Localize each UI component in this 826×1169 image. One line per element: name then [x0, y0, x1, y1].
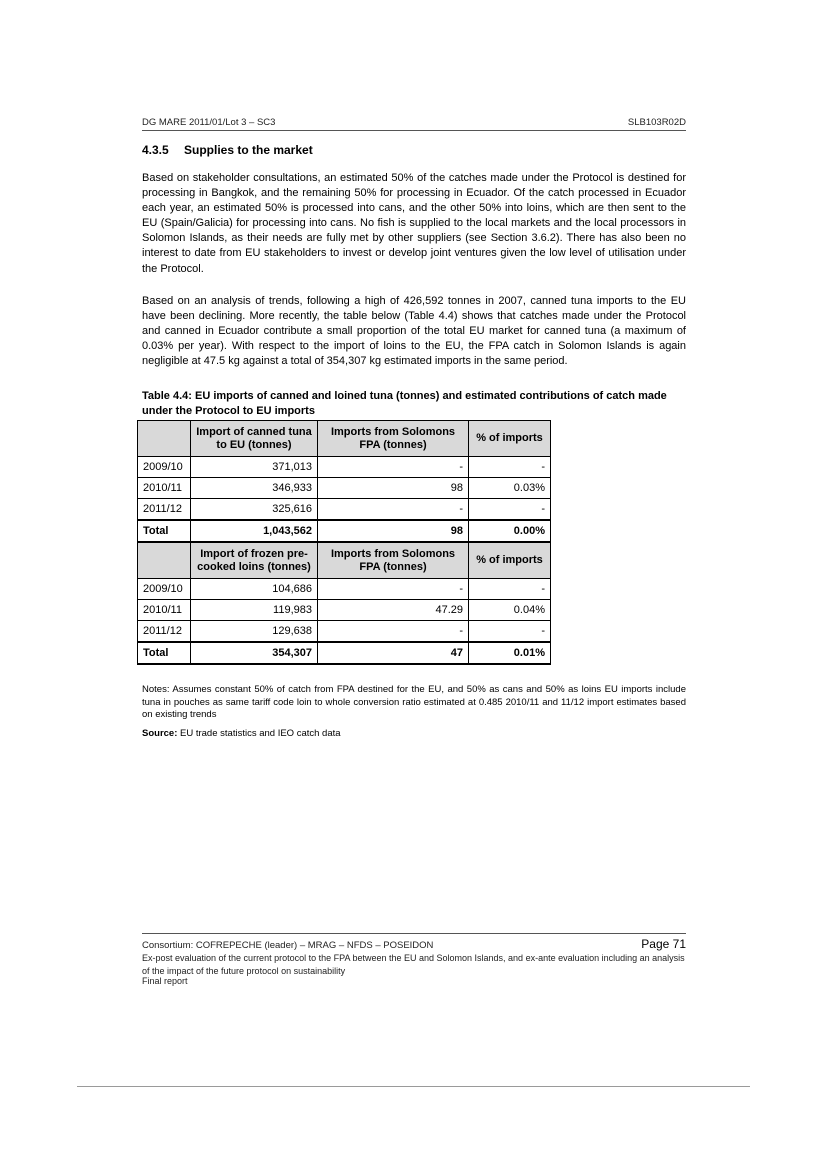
table-notes: Notes: Assumes constant 50% of catch from FPA destined for the EU, and 50% as cans and 50% as loins EU imports include tuna in pouches as same tariff code loin to whole conversion ratio estimated at 0.485 2010/11 and 11/12 import estimates based on existing trends	[142, 684, 686, 721]
section-title: Supplies to the market	[184, 143, 313, 157]
table-row	[138, 478, 551, 499]
header-cell: % of imports	[469, 542, 551, 579]
total-cell: 98	[318, 520, 469, 542]
source-text: EU trade statistics and IEO catch data	[177, 728, 341, 739]
value-cell: 325,616	[191, 499, 318, 521]
table-caption: Table 4.4: EU imports of canned and loined tuna (tonnes) and estimated contributions of catch made under the Protocol to EU imports	[142, 390, 667, 417]
header-cell	[138, 542, 191, 579]
table-row	[138, 457, 551, 478]
paragraph-1: Based on stakeholder consultations, an estimated 50% of the catches made under the Protocol is destined for processing in Bangkok, and the remaining 50% for processing in Ecuador. Of the catch processed in Ecuador each year, an estimated 50% is processed into cans, and the other 50% into loins, which are then sent to the EU (Spain/Galicia) for processing into cans. No fish is supplied to the local markets and the local processors in Solomon Islands, as their needs are fully met by other suppliers (see Section 3.6.2). There has also been no interest to date from EU stakeholders to invest or develop joint ventures given the low level of utilisation under the Protocol.	[142, 172, 686, 275]
value-cell: -	[318, 499, 469, 521]
header-cell	[138, 421, 191, 457]
year-cell: 2009/10	[138, 457, 191, 478]
table-total-row	[138, 520, 551, 542]
paragraph-2: Based on an analysis of trends, following a high of 426,592 tonnes in 2007, canned tuna imports to the EU have been declining. More recently, the table below (Table 4.4) shows that catches made under the Protocol and canned in Ecuador contribute a small proportion of the total EU market for canned tuna (a maximum of 0.03% per year). With respect to the import of loins to the EU, the FPA catch in Solomon Islands is again negligible at 47.5 kg against a total of 354,307 kg estimated imports in the same period.	[142, 295, 686, 368]
table-row	[138, 499, 551, 521]
table-source	[142, 728, 341, 739]
header-cell: Import of canned tuna to EU (tonnes)	[191, 421, 318, 457]
value-cell: -	[469, 499, 551, 521]
total-cell: 354,307	[191, 642, 318, 664]
table-row	[138, 579, 551, 600]
value-cell: -	[318, 457, 469, 478]
source-label: Source:	[142, 728, 178, 739]
year-cell: 2011/12	[138, 499, 191, 521]
header-cell: Imports from Solomons FPA (tonnes)	[318, 421, 469, 457]
footer-description: Ex-post evaluation of the current protocol to the FPA between the EU and Solomon Islands, and ex-ante evaluation including an analysis of the impact of the future protocol on sustainability	[142, 953, 685, 976]
year-cell: 2009/10	[138, 579, 191, 600]
header-right: SLB103R02D	[627, 117, 686, 128]
total-label: Total	[138, 520, 191, 542]
header-cell: % of imports	[469, 421, 551, 457]
footer-line	[142, 937, 686, 951]
value-cell: 0.04%	[469, 600, 551, 621]
value-cell: -	[469, 579, 551, 600]
value-cell: -	[469, 457, 551, 478]
header-cell: Import of frozen pre-cooked loins (tonnes)	[191, 542, 318, 579]
total-cell: 0.00%	[469, 520, 551, 542]
total-cell: 0.01%	[469, 642, 551, 664]
value-cell: -	[469, 621, 551, 643]
footer-report: Final report	[142, 976, 188, 986]
header-left: DG MARE 2011/01/Lot 3 – SC3	[142, 117, 276, 128]
year-cell: 2010/11	[138, 600, 191, 621]
value-cell: 119,983	[191, 600, 318, 621]
total-cell: 47	[318, 642, 469, 664]
value-cell: 104,686	[191, 579, 318, 600]
year-cell: 2011/12	[138, 621, 191, 643]
page-header	[142, 117, 686, 128]
footer-consortium: Consortium: COFREPECHE (leader) – MRAG – NFDS – POSEIDON	[142, 940, 434, 951]
footer-rule	[142, 933, 686, 934]
table-row	[138, 600, 551, 621]
value-cell: 346,933	[191, 478, 318, 499]
total-label: Total	[138, 642, 191, 664]
value-cell: 0.03%	[469, 478, 551, 499]
section-number: 4.3.5	[142, 143, 169, 157]
total-cell: 1,043,562	[191, 520, 318, 542]
table-header-row	[138, 542, 551, 579]
value-cell: 98	[318, 478, 469, 499]
year-cell: 2010/11	[138, 478, 191, 499]
header-rule	[142, 130, 686, 131]
page-number: Page 71	[641, 937, 686, 951]
table-total-row	[138, 642, 551, 664]
value-cell: -	[318, 579, 469, 600]
table-header-row	[138, 421, 551, 457]
table-row	[138, 621, 551, 643]
header-cell: Imports from Solomons FPA (tonnes)	[318, 542, 469, 579]
imports-table	[137, 420, 551, 665]
value-cell: 129,638	[191, 621, 318, 643]
value-cell: 47.29	[318, 600, 469, 621]
value-cell: -	[318, 621, 469, 643]
section-heading	[142, 143, 313, 157]
value-cell: 371,013	[191, 457, 318, 478]
page-bottom-rule	[77, 1086, 750, 1087]
